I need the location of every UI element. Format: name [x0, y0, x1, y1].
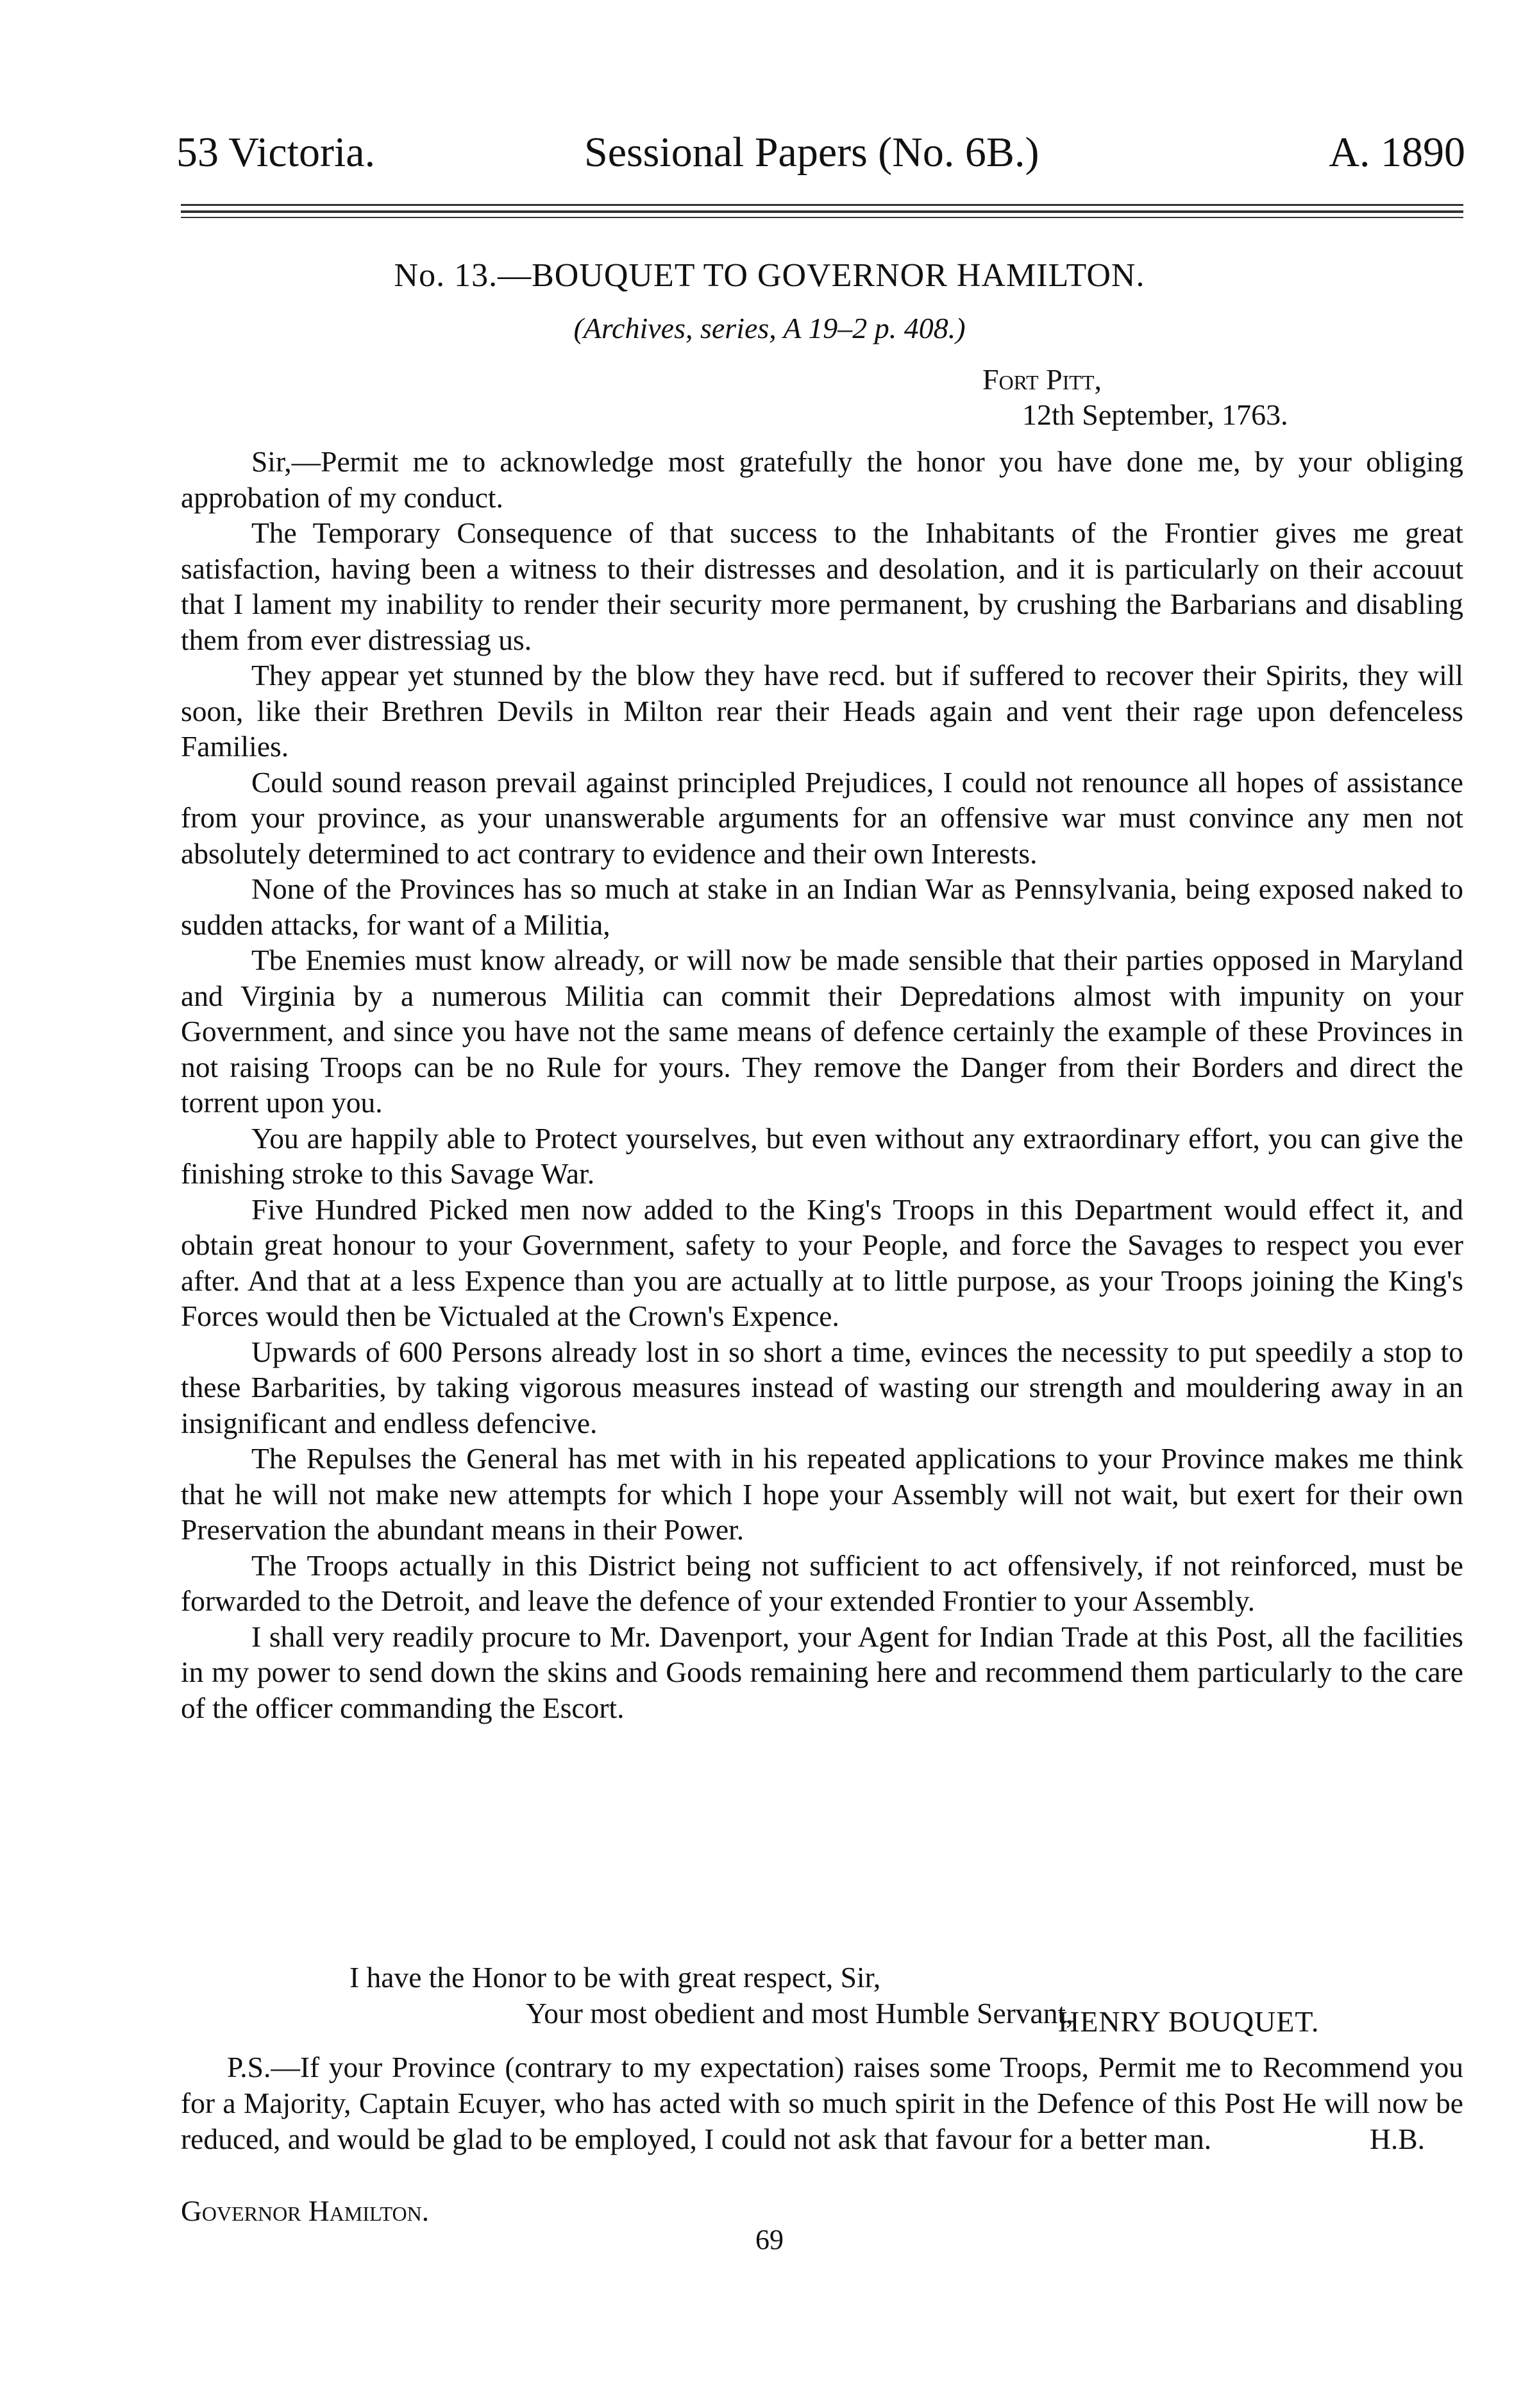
addressee: Governor Hamilton.	[181, 2194, 430, 2227]
paragraph: Sir,—Permit me to acknowledge most gratefully the honor you have done me, by your obliging approbation of my conduct.	[181, 445, 1463, 514]
letter-date: 12th September, 1763.	[1022, 398, 1288, 431]
document-title: No. 13.—BOUQUET TO GOVERNOR HAMILTON.	[394, 257, 1145, 294]
paragraph: Five Hundred Picked men now added to the King's Troops in this Department would effect it, and obtain great honour to your Government, safety to your People, and force the Savages to respect you ever after. And that at a less Expence than you are actually at to little purpose, as your Troops joining the King's Forces would then be Victualed at the Crown's Expence.	[181, 1192, 1463, 1332]
page-number: 69	[755, 2224, 784, 2255]
paragraph: I shall very readily procure to Mr. Davenport, your Agent for Indian Trade at this Post, all the facilities in my power to send down the skins and Goods remaining here and recommend them particularly to the care of the officer commanding the Escort.	[181, 1620, 1463, 1724]
header-series-title: Sessional Papers (No. 6B.)	[584, 129, 1039, 176]
closing-line: I have the Honor to be with great respect, Sir,	[349, 1961, 881, 1994]
postscript-initials: H.B.	[1370, 2123, 1425, 2155]
letter-body	[181, 444, 1463, 1725]
paragraph: They appear yet stunned by the blow they have recd. but if suffered to recover their Spirits, they will soon, like their Brethren Devils in Milton rear their Heads again and vent their rage upon defenceless Families.	[181, 659, 1463, 763]
postscript-text: P.S.—If your Province (contrary to my expectation) raises some Troops, Permit me to Recommend you for a Majority, Captain Ecuyer, who has acted with so much spirit in the Defence of this Post He will now be reduced, and would be glad to be employed, I could not ask that favour for a better man.	[181, 2051, 1463, 2155]
paragraph: Tbe Enemies must know already, or will now be made sensible that their parties opposed in Maryland and Virginia by a numerous Militia can commit their Depredations almost with impunity on your Government, and since you have not the same means of defence certainly the example of these Provinces in not raising Troops can be no Rule for yours. They remove the Danger from their Borders and direct the torrent upon you.	[181, 944, 1463, 1119]
paragraph: None of the Provinces has so much at stake in an Indian War as Pennsylvania, being exposed naked to sudden attacks, for want of a Militia,	[181, 872, 1463, 941]
header-rule-line	[181, 210, 1463, 213]
paragraph: The Temporary Consequence of that success to the Inhabitants of the Frontier gives me great satisfaction, having been a witness to their distresses and desolation, and it is particularly on their accouut that I lament my inability to render their security more permanent, by crushing the Barbarians and disabling them from ever distressiag us.	[181, 516, 1463, 656]
header-rule-line	[181, 204, 1463, 206]
closing-line: Your most obedient and most Humble Servant,	[526, 1997, 1073, 2030]
paragraph: The Repulses the General has met with in his repeated applications to your Province makes me think that he will not make new attempts for which I hope your Assembly will not wait, but exert for their own Preservation the abundant means in their Power.	[181, 1442, 1463, 1546]
header-rule-line	[181, 217, 1463, 218]
postscript	[181, 2049, 1463, 2157]
paragraph: You are happily able to Protect yourselves, but even without any extraordinary effort, you can give the finishing stroke to this Savage War.	[181, 1121, 1463, 1190]
paragraph: Upwards of 600 Persons already lost in so short a time, evinces the necessity to put speedily a stop to these Barbarities, by taking vigorous measures instead of wasting our strength and mouldering away in an insignificant and endless defencive.	[181, 1335, 1463, 1439]
header-rule	[181, 204, 1463, 219]
running-header	[176, 128, 1465, 180]
paragraph: Could sound reason prevail against principled Prejudices, I could not renounce all hopes of assistance from your province, as your unanswerable arguments for an offensive war must convince any men not absolutely determined to act contrary to evidence and their own Interests.	[181, 765, 1463, 870]
archive-reference-text: (Archives, series, A 19–2 p. 408.)	[573, 312, 966, 344]
letter-place: Fort Pitt,	[982, 363, 1102, 396]
archive-reference	[0, 311, 1539, 345]
signature: HENRY BOUQUET.	[1058, 2005, 1320, 2038]
header-year: A. 1890	[1329, 129, 1465, 176]
header-regnal-year: 53 Victoria.	[176, 129, 376, 176]
postscript-paragraph	[181, 2049, 1463, 2157]
paragraph: The Troops actually in this District being not sufficient to act offensively, if not reinforced, must be forwarded to the Detroit, and leave the defence of your extended Frontier to your Assembly.	[181, 1548, 1463, 1617]
